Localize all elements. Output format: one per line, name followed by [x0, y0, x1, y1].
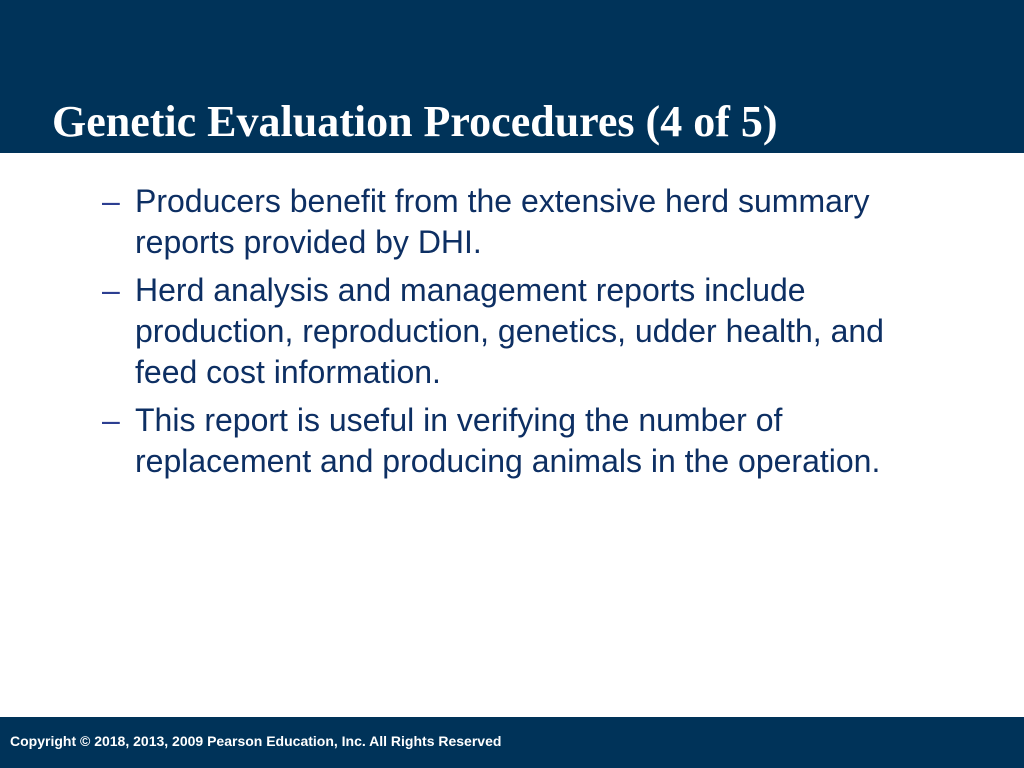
bullet-text: This report is useful in verifying the number of replacement and producing animals in the operation. — [135, 402, 881, 479]
bullet-item — [102, 270, 942, 393]
bullet-text: Herd analysis and management reports include production, reproduction, genetics, udder health, and feed cost information. — [135, 272, 884, 390]
copyright-notice: Copyright © 2018, 2013, 2009 Pearson Education, Inc. All Rights Reserved — [10, 733, 502, 749]
dash-bullet-icon: – — [102, 402, 120, 438]
bullet-list — [102, 181, 942, 489]
slide-title: Genetic Evaluation Procedures (4 of 5) — [52, 97, 778, 146]
dash-bullet-icon: – — [102, 272, 120, 308]
title-bar — [0, 0, 1024, 153]
bullet-text: Producers benefit from the extensive herd summary reports provided by DHI. — [135, 183, 870, 260]
bullet-item — [102, 400, 942, 482]
bullet-item — [102, 181, 942, 263]
footer-bar — [0, 717, 1024, 768]
dash-bullet-icon: – — [102, 183, 120, 219]
